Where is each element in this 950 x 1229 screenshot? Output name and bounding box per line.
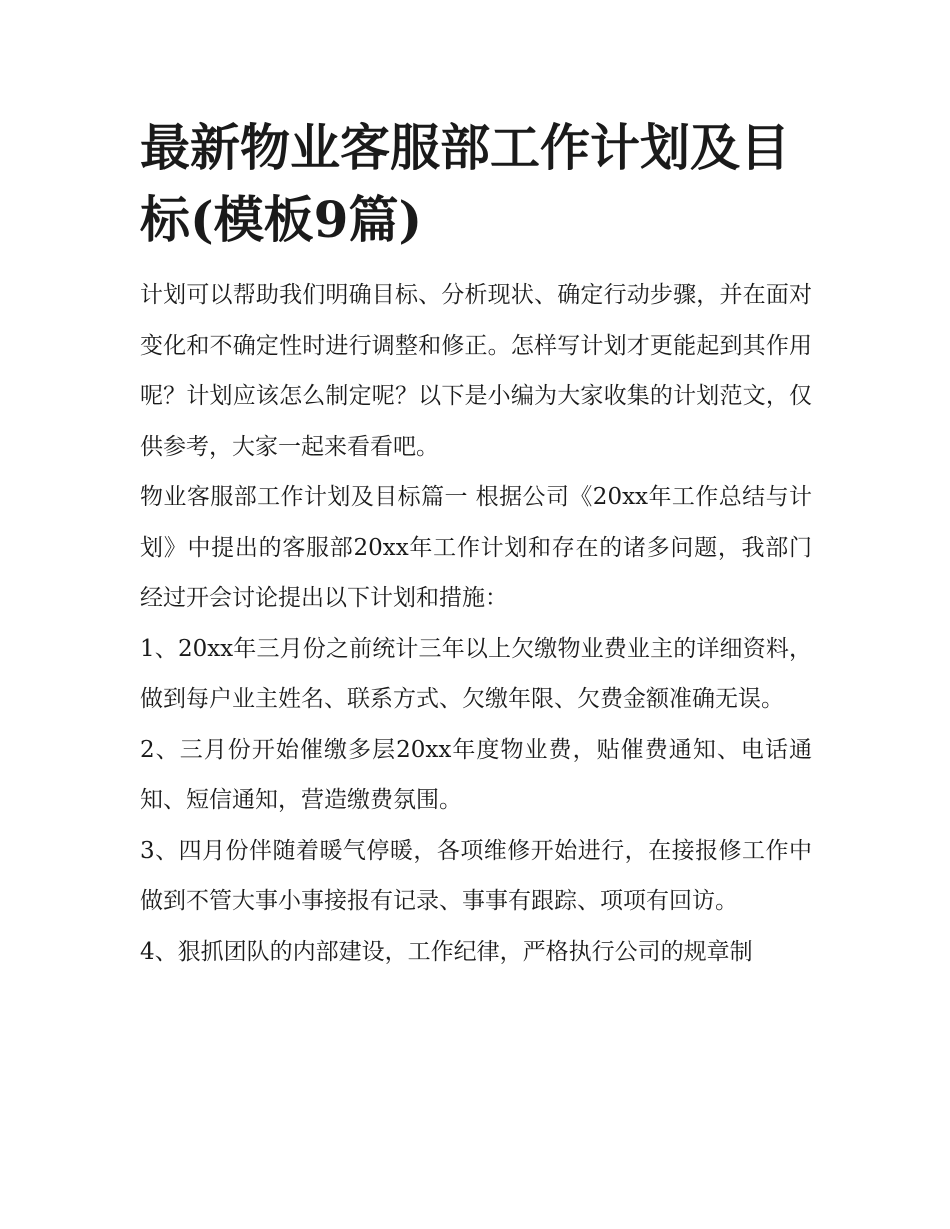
document-page bbox=[140, 112, 812, 977]
list-item-2: 2、三月份开始催缴多层20xx年度物业费，贴催费通知、电话通知、短信通知，营造缴费氛围。 bbox=[140, 736, 812, 813]
intro-paragraph: 计划可以帮助我们明确目标、分析现状、确定行动步骤，并在面对变化和不确定性时进行调整和修正。怎样写计划才更能起到其作用呢？计划应该怎么制定呢？以下是小编为大家收集的计划范文，仅供参考，大家一起来看看吧。 bbox=[140, 282, 812, 460]
list-item-1: 1、20xx年三月份之前统计三年以上欠缴物业费业主的详细资料，做到每户业主姓名、联系方式、欠缴年限、欠费金额准确无误。 bbox=[140, 635, 812, 712]
list-item-3: 3、四月份伴随着暖气停暖，各项维修开始进行，在接报修工作中做到不管大事小事接报有记录、事事有跟踪、项项有回访。 bbox=[140, 837, 812, 914]
list-item-4: 4、狠抓团队的内部建设，工作纪律，严格执行公司的规章制 bbox=[140, 938, 753, 965]
document-title: 最新物业客服部工作计划及目标(模板9篇) bbox=[140, 118, 790, 249]
section-one-paragraph: 物业客服部工作计划及目标篇一 根据公司《20xx年工作总结与计划》中提出的客服部20xx年工作计划和存在的诸多问题，我部门经过开会讨论提出以下计划和措施： bbox=[140, 484, 812, 611]
